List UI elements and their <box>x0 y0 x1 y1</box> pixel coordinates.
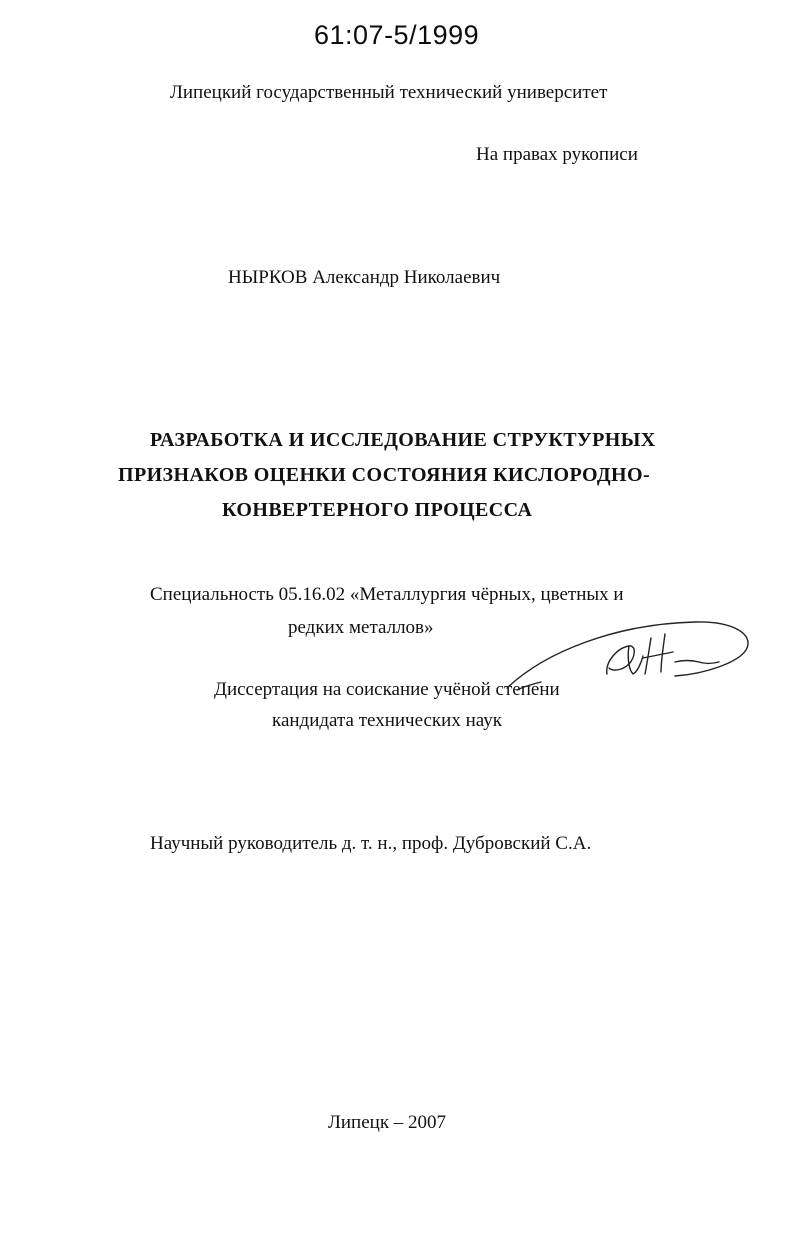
title-line-3: КОНВЕРТЕРНОГО ПРОЦЕССА <box>222 499 533 521</box>
specialty-line-2: редких металлов» <box>288 617 434 638</box>
title-line-1: РАЗРАБОТКА И ИССЛЕДОВАНИЕ СТРУКТУРНЫХ <box>150 429 656 451</box>
place-and-year: Липецк – 2007 <box>328 1112 447 1133</box>
author-name: НЫРКОВ Александр Николаевич <box>228 267 501 288</box>
signature-icon <box>505 612 755 707</box>
degree-line-1: Диссертация на соискание учёной степени <box>214 679 560 700</box>
title-line-2: ПРИЗНАКОВ ОЦЕНКИ СОСТОЯНИЯ КИСЛОРОДНО- <box>118 464 651 486</box>
specialty-line-1: Специальность 05.16.02 «Металлургия чёрных, цветных и <box>150 584 624 605</box>
university-name: Липецкий государственный технический университет <box>170 82 608 103</box>
manuscript-rights: На правах рукописи <box>476 144 638 165</box>
degree-line-2: кандидата технических наук <box>272 710 502 731</box>
catalog-number: 61:07-5/1999 <box>314 20 480 50</box>
scientific-advisor: Научный руководитель д. т. н., проф. Дубровский С.А. <box>150 833 592 854</box>
